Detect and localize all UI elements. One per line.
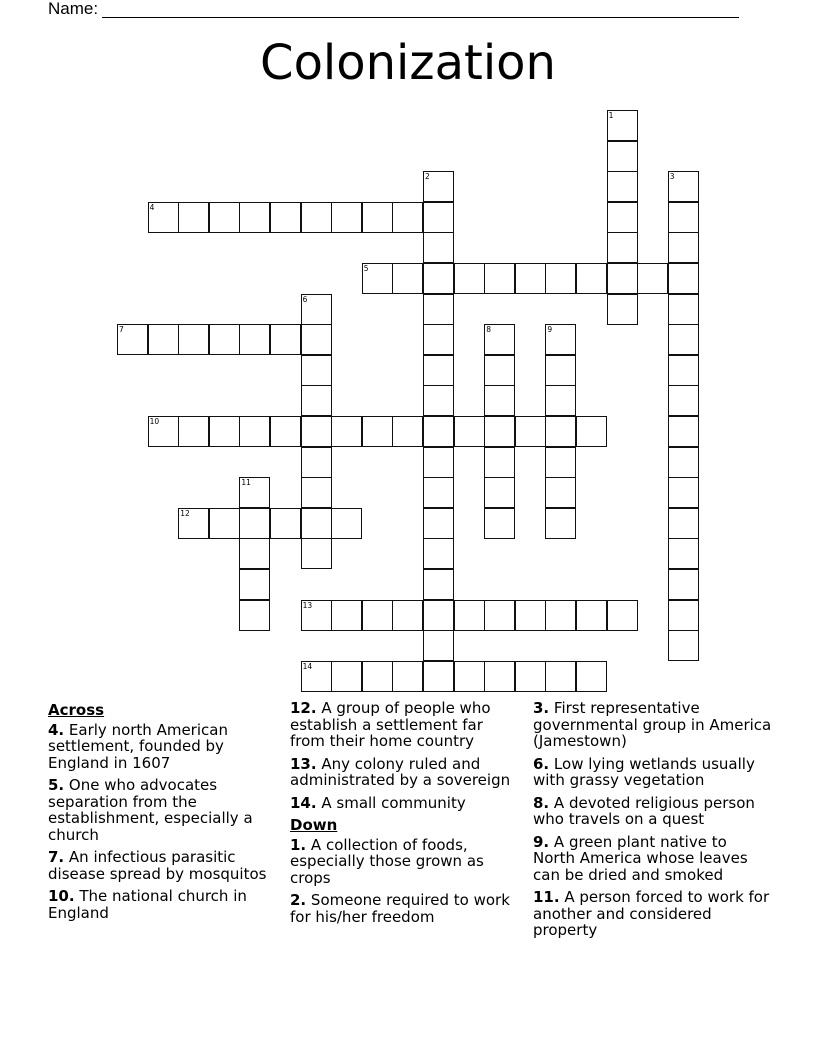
grid-cell[interactable] [362, 416, 393, 447]
clue-number: 8 [486, 325, 491, 335]
grid-cell[interactable] [484, 600, 515, 631]
grid-cell[interactable] [239, 202, 270, 233]
grid-cell[interactable] [423, 355, 454, 386]
grid-cell[interactable] [392, 202, 423, 233]
grid-cell[interactable] [668, 355, 699, 386]
grid-cell[interactable] [239, 477, 270, 508]
grid-cell[interactable] [454, 263, 485, 294]
grid-cell[interactable] [301, 661, 332, 692]
grid-cell[interactable] [515, 600, 546, 631]
grid-cell[interactable] [607, 232, 638, 263]
grid-cell[interactable] [270, 416, 301, 447]
grid-cell[interactable] [515, 263, 546, 294]
grid-cell[interactable] [668, 538, 699, 569]
grid-cell[interactable] [668, 232, 699, 263]
grid-cell[interactable] [607, 171, 638, 202]
grid-cell[interactable] [668, 294, 699, 325]
grid-cell[interactable] [668, 202, 699, 233]
grid-cell[interactable] [607, 263, 638, 294]
clue-number: 1 [608, 111, 614, 120]
grid-cell[interactable] [301, 416, 332, 447]
name-label: Name: [48, 0, 99, 18]
grid-cell[interactable] [545, 385, 576, 416]
grid-cell[interactable] [392, 263, 423, 294]
grid-cell[interactable] [301, 538, 332, 569]
grid-cell[interactable] [362, 661, 393, 692]
grid-cell[interactable] [270, 202, 301, 233]
clue-across-14: 14. A small community [290, 793, 466, 812]
clue-number: 5 [363, 264, 369, 273]
grid-cell[interactable] [392, 600, 423, 631]
clue-number: 11 [241, 478, 251, 488]
grid-cell[interactable] [148, 324, 179, 355]
clues-column-2 [290, 700, 515, 931]
grid-cell[interactable] [668, 569, 699, 600]
grid-cell[interactable] [484, 447, 515, 478]
clue-number: 7 [119, 325, 124, 335]
grid-cell[interactable] [423, 263, 454, 294]
clue-down-11: 11. A person forced to work for another and considered property [533, 888, 770, 939]
clue-down-2: 2. Someone required to work for his/her freedom [290, 891, 510, 926]
grid-cell[interactable] [301, 294, 332, 325]
clue-across-12: 12. A group of people who establish a settlement far from their home country [290, 699, 491, 750]
grid-cell[interactable] [239, 324, 270, 355]
grid-cell[interactable] [331, 600, 362, 631]
clue-down-3: 3. First representative governmental group in America (Jamestown) [533, 699, 772, 750]
clue-number: 4 [149, 202, 155, 212]
grid-cell[interactable] [515, 416, 546, 447]
grid-cell[interactable] [423, 202, 454, 233]
grid-cell[interactable] [576, 600, 607, 631]
grid-cell[interactable] [515, 661, 546, 692]
grid-cell[interactable] [270, 508, 301, 539]
clue-number: 12 [180, 508, 190, 518]
grid-cell[interactable] [331, 508, 362, 539]
grid-cell[interactable] [331, 202, 362, 233]
grid-cell[interactable] [392, 416, 423, 447]
grid-cell[interactable] [148, 202, 179, 233]
grid-cell[interactable] [301, 324, 332, 355]
grid-cell[interactable] [423, 232, 454, 263]
grid-cell[interactable] [454, 416, 485, 447]
grid-cell[interactable] [576, 416, 607, 447]
grid-cell[interactable] [301, 447, 332, 478]
grid-cell[interactable] [545, 324, 576, 355]
grid-cell[interactable] [668, 508, 699, 539]
grid-cell[interactable] [484, 508, 515, 539]
grid-cell[interactable] [484, 477, 515, 508]
grid-cell[interactable] [545, 477, 576, 508]
grid-cell[interactable] [423, 171, 454, 202]
grid-cell[interactable] [239, 600, 270, 631]
clue-number: 2 [425, 172, 430, 182]
grid-cell[interactable] [423, 324, 454, 355]
grid-cell[interactable] [423, 569, 454, 600]
grid-cell[interactable] [239, 416, 270, 447]
grid-cell[interactable] [484, 416, 515, 447]
grid-cell[interactable] [576, 661, 607, 692]
grid-cell[interactable] [607, 294, 638, 325]
page-title: Colonization [260, 35, 556, 91]
clue-across-10: 10. The national church in England [48, 887, 247, 922]
grid-cell[interactable] [545, 355, 576, 386]
grid-cell[interactable] [301, 355, 332, 386]
grid-cell[interactable] [331, 661, 362, 692]
grid-cell[interactable] [607, 110, 638, 141]
grid-cell[interactable] [239, 569, 270, 600]
grid-cell[interactable] [545, 508, 576, 539]
grid-cell[interactable] [331, 416, 362, 447]
clue-number: 13 [302, 600, 313, 610]
grid-cell[interactable] [362, 600, 393, 631]
grid-cell[interactable] [423, 477, 454, 508]
clue-across-7: 7. An infectious parasitic disease spread by mosquitos [48, 848, 267, 883]
grid-cell[interactable] [423, 385, 454, 416]
grid-cell[interactable] [423, 661, 454, 692]
grid-cell[interactable] [209, 324, 240, 355]
grid-cell[interactable] [668, 385, 699, 416]
grid-cell[interactable] [545, 600, 576, 631]
clue-number: 6 [302, 294, 308, 304]
clues-column-3 [533, 700, 773, 945]
grid-cell[interactable] [668, 630, 699, 661]
grid-cell[interactable] [423, 630, 454, 661]
grid-cell[interactable] [545, 416, 576, 447]
grid-cell[interactable] [270, 324, 301, 355]
grid-cell[interactable] [423, 447, 454, 478]
grid-cell[interactable] [301, 477, 332, 508]
grid-cell[interactable] [454, 661, 485, 692]
grid-cell[interactable] [117, 324, 148, 355]
clue-number: 14 [302, 661, 313, 671]
grid-cell[interactable] [484, 385, 515, 416]
grid-cell[interactable] [301, 600, 332, 631]
grid-cell[interactable] [668, 171, 699, 202]
clue-down-8: 8. A devoted religious person who travels on a quest [533, 793, 755, 828]
grid-cell[interactable] [607, 600, 638, 631]
grid-cell[interactable] [668, 324, 699, 355]
grid-cell[interactable] [392, 661, 423, 692]
grid-cell[interactable] [301, 202, 332, 233]
grid-cell[interactable] [423, 538, 454, 569]
grid-cell[interactable] [668, 600, 699, 631]
grid-cell[interactable] [637, 263, 668, 294]
grid-cell[interactable] [423, 294, 454, 325]
grid-cell[interactable] [607, 141, 638, 172]
across-header: Across [48, 701, 105, 719]
grid-cell[interactable] [668, 477, 699, 508]
clue-number: 9 [547, 325, 553, 335]
grid-cell[interactable] [423, 508, 454, 539]
grid-cell[interactable] [668, 447, 699, 478]
clues-column-1 [48, 700, 268, 927]
grid-cell[interactable] [484, 661, 515, 692]
grid-cell[interactable] [362, 202, 393, 233]
grid-cell[interactable] [239, 538, 270, 569]
grid-cell[interactable] [607, 202, 638, 233]
down-header: Down [290, 816, 338, 834]
grid-cell[interactable] [209, 416, 240, 447]
grid-cell[interactable] [209, 508, 240, 539]
grid-cell[interactable] [484, 263, 515, 294]
grid-cell[interactable] [362, 263, 393, 294]
clue-across-13: 13. Any colony ruled and administrated by a sovereign [290, 754, 511, 789]
grid-cell[interactable] [178, 324, 209, 355]
grid-cell[interactable] [423, 416, 454, 447]
clue-number: 3 [669, 172, 675, 182]
grid-cell[interactable] [545, 447, 576, 478]
grid-cell[interactable] [178, 416, 209, 447]
grid-cell[interactable] [484, 324, 515, 355]
clue-across-5: 5. One who advocates separation from the establishment, especially a church [48, 776, 253, 844]
grid-cell[interactable] [423, 600, 454, 631]
grid-cell[interactable] [178, 202, 209, 233]
clue-number: 10 [149, 417, 160, 426]
grid-cell[interactable] [545, 263, 576, 294]
clue-down-9: 9. A green plant native to North America whose leaves can be dried and smoked [533, 832, 748, 884]
clue-across-4: 4. Early north American settlement, founded by England in 1607 [48, 720, 228, 772]
clue-down-6: 6. Low lying wetlands usually with grassy vegetation [533, 754, 755, 789]
grid-cell[interactable] [148, 416, 179, 447]
grid-cell[interactable] [209, 202, 240, 233]
grid-cell[interactable] [301, 508, 332, 539]
grid-cell[interactable] [484, 355, 515, 386]
grid-cell[interactable] [545, 661, 576, 692]
clue-down-1: 1. A collection of foods, especially those grown as crops [290, 835, 484, 887]
grid-cell[interactable] [668, 263, 699, 294]
grid-cell[interactable] [576, 263, 607, 294]
grid-cell[interactable] [301, 385, 332, 416]
grid-cell[interactable] [668, 416, 699, 447]
grid-cell[interactable] [178, 508, 209, 539]
grid-cell[interactable] [239, 508, 270, 539]
grid-cell[interactable] [454, 600, 485, 631]
